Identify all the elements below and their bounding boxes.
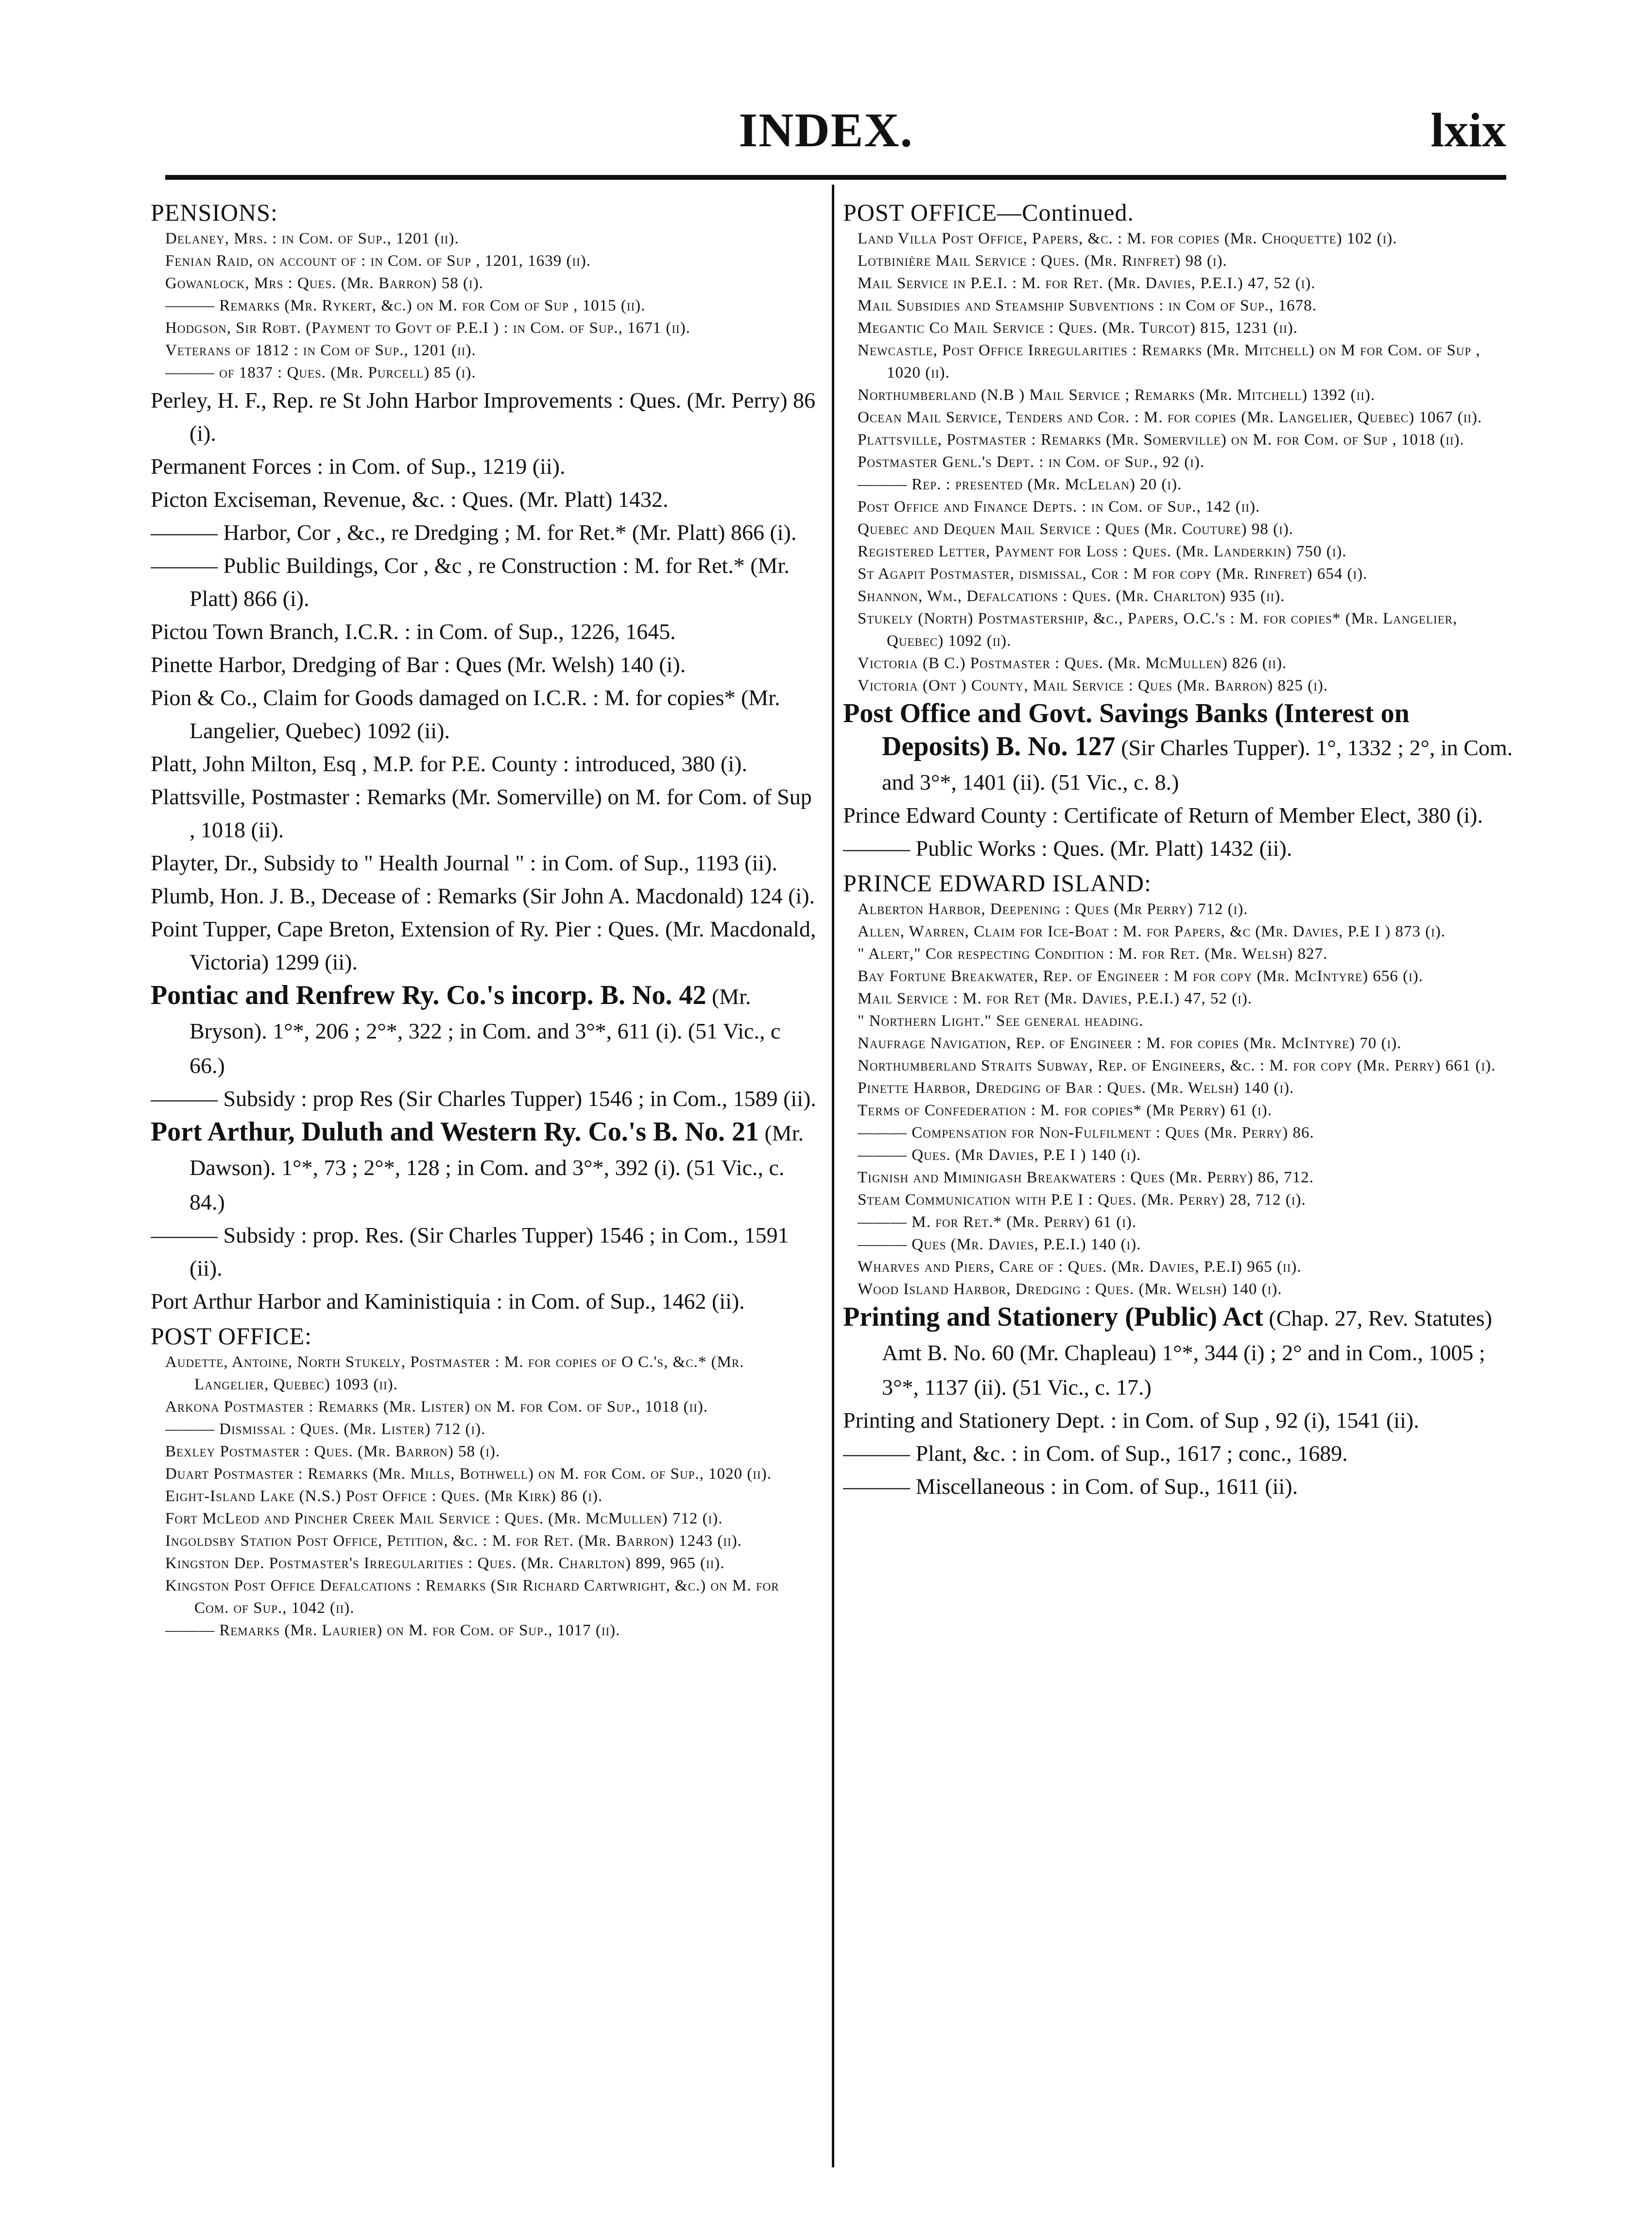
sub-entry: Land Villa Post Office, Papers, &c. : M. for copies (Mr. Choquette) 102 (i). <box>858 230 1397 247</box>
sub-entry: Audette, Antoine, North Stukely, Postmaster : M. for copies of O C.'s, &c.* (Mr. Langelier, Quebec) 1093 (ii). <box>165 1353 744 1393</box>
index-entry: ——— Miscellaneous : in Com. of Sup., 1611 (ii). <box>843 1474 1298 1499</box>
sub-entry: Kingston Post Office Defalcations : Remarks (Sir Richard Cartwright, &c.) on M. for Com. of Sup., 1042 (ii). <box>165 1577 779 1617</box>
bill-details: (Sir Charles Tupper). 1°, 1332 ; 2°, in Com. and 3°*, 1401 (ii). (51 Vic., c. 8.) <box>882 735 1513 795</box>
index-entry: Pinette Harbor, Dredging of Bar : Ques (Mr. Welsh) 140 (i). <box>151 652 686 677</box>
sub-entry: Bay Fortune Breakwater, Rep. of Engineer : M for copy (Mr. McIntyre) 656 (i). <box>858 968 1423 985</box>
index-entry: ——— Plant, &c. : in Com. of Sup., 1617 ; conc., 1689. <box>843 1441 1348 1466</box>
sub-entry: ——— Rep. : presented (Mr. McLelan) 20 (i). <box>858 476 1182 493</box>
page-title: INDEX. <box>739 103 913 157</box>
sub-entry: Veterans of 1812 : in Com of Sup., 1201 (ii). <box>165 342 476 359</box>
index-entry: Pion & Co., Claim for Goods damaged on I.C.R. : M. for copies* (Mr. Langelier, Quebec) 1092 (ii). <box>151 685 780 743</box>
sub-entry: Allen, Warren, Claim for Ice-Boat : M. for Papers, &c (Mr. Davies, P.E I ) 873 (i). <box>858 923 1446 940</box>
sub-entry: Mail Subsidies and Steamship Subventions : in Com of Sup., 1678. <box>858 297 1317 314</box>
sub-entry: ——— Remarks (Mr. Rykert, &c.) on M. for Com of Sup , 1015 (ii). <box>165 297 646 314</box>
header-rule <box>165 175 1506 180</box>
page-header <box>0 102 1652 160</box>
bill-title: Printing and Stationery (Public) Act <box>843 1302 1263 1332</box>
sub-entry: Postmaster Genl.'s Dept. : in Com. of Sup., 92 (i). <box>858 453 1205 471</box>
bill-entry <box>151 979 816 1082</box>
section-heading: PRINCE EDWARD ISLAND: <box>843 869 1152 897</box>
sub-entry: Quebec and Dequen Mail Service : Ques (Mr. Couture) 98 (i). <box>858 520 1294 538</box>
bill-entry <box>151 1115 816 1219</box>
sub-entry: Duart Postmaster : Remarks (Mr. Mills, Bothwell) on M. for Com. of Sup., 1020 (ii). <box>165 1465 772 1483</box>
sub-entry: Ocean Mail Service, Tenders and Cor. : M. for copies (Mr. Langelier, Quebec) 1067 (ii). <box>858 409 1482 426</box>
bill-details: (Mr. Bryson). 1°*, 206 ; 2°*, 322 ; in Com. and 3°*, 611 (i). (51 Vic., c 66.) <box>189 984 781 1078</box>
right-column <box>843 194 1514 2163</box>
index-entry: Picton Exciseman, Revenue, &c. : Ques. (Mr. Platt) 1432. <box>151 487 669 512</box>
sub-entry: Stukely (North) Postmastership, &c., Papers, O.C.'s : M. for copies* (Mr. Langelier, Quebec) 1092 (ii). <box>858 610 1458 650</box>
bill-title: Port Arthur, Duluth and Western Ry. Co.'s B. No. 21 <box>151 1117 759 1147</box>
sub-entry: " Northern Light." See general heading. <box>858 1012 1144 1030</box>
sub-entry: Northumberland Straits Subway, Rep. of Engineers, &c. : M. for copy (Mr. Perry) 661 (i). <box>858 1057 1496 1074</box>
index-entry: Port Arthur Harbor and Kaministiquia : in Com. of Sup., 1462 (ii). <box>151 1289 745 1314</box>
sub-entry: ——— Dismissal : Ques. (Mr. Lister) 712 (i). <box>165 1420 486 1438</box>
sub-entry: Registered Letter, Payment for Loss : Ques. (Mr. Landerkin) 750 (i). <box>858 543 1347 560</box>
sub-entry: Mail Service in P.E.I. : M. for Ret. (Mr. Davies, P.E.I.) 47, 52 (i). <box>858 275 1316 292</box>
index-entry: ——— Subsidy : prop. Res. (Sir Charles Tupper) 1546 ; in Com., 1591 (ii). <box>151 1223 789 1281</box>
sub-entry: Hodgson, Sir Robt. (Payment to Govt of P.E.I ) : in Com. of Sup., 1671 (ii). <box>165 319 690 337</box>
column-divider <box>832 185 834 2167</box>
sub-entry: Tignish and Miminigash Breakwaters : Ques (Mr. Perry) 86, 712. <box>858 1169 1314 1186</box>
index-entry: Prince Edward County : Certificate of Return of Member Elect, 380 (i). <box>843 803 1483 828</box>
left-column <box>151 194 816 2163</box>
index-entry: Platt, John Milton, Esq , M.P. for P.E. County : introduced, 380 (i). <box>151 751 747 776</box>
sub-entry: Steam Communication with P.E I : Ques. (Mr. Perry) 28, 712 (i). <box>858 1191 1306 1209</box>
index-entry: ——— Public Buildings, Cor , &c , re Construction : M. for Ret.* (Mr. Platt) 866 (i). <box>151 553 790 611</box>
index-entry: Plumb, Hon. J. B., Decease of : Remarks (Sir John A. Macdonald) 124 (i). <box>151 883 815 908</box>
page-number: lxix <box>1430 103 1506 157</box>
index-entry: ——— Public Works : Ques. (Mr. Platt) 1432 (ii). <box>843 836 1292 861</box>
sub-entry: Victoria (Ont ) County, Mail Service : Ques (Mr. Barron) 825 (i). <box>858 677 1328 694</box>
sub-entry: Naufrage Navigation, Rep. of Engineer : M. for copies (Mr. McIntyre) 70 (i). <box>858 1035 1402 1052</box>
sub-entry: Kingston Dep. Postmaster's Irregularities : Ques. (Mr. Charlton) 899, 965 (ii). <box>165 1555 725 1572</box>
index-entry: Pictou Town Branch, I.C.R. : in Com. of Sup., 1226, 1645. <box>151 619 676 644</box>
sub-entry: ——— Ques. (Mr Davies, P.E I ) 140 (i). <box>858 1146 1141 1164</box>
sub-entry: Fort McLeod and Pincher Creek Mail Service : Ques. (Mr. McMullen) 712 (i). <box>165 1510 723 1527</box>
sub-entry: Mail Service : M. for Ret (Mr. Davies, P.E.I.) 47, 52 (i). <box>858 990 1253 1007</box>
sub-entry: Plattsville, Postmaster : Remarks (Mr. Somerville) on M. for Com. of Sup , 1018 (ii). <box>858 431 1464 449</box>
sub-entry: Bexley Postmaster : Ques. (Mr. Barron) 58 (i). <box>165 1443 500 1460</box>
sub-entry: ——— of 1837 : Ques. (Mr. Purcell) 85 (i). <box>165 364 476 381</box>
sub-entry: Lotbinière Mail Service : Ques. (Mr. Rinfret) 98 (i). <box>858 252 1227 270</box>
section-heading: PENSIONS: <box>151 199 278 226</box>
bill-details: (Chap. 27, Rev. Statutes) Amt B. No. 60 (Mr. Chapleau) 1°*, 344 (i) ; 2° and in Com., 1005 ; 3°*, 1137 (ii). (51 Vic., c. 17.) <box>882 1306 1492 1400</box>
sub-entry: Newcastle, Post Office Irregularities : Remarks (Mr. Mitchell) on M for Com. of Sup , 1020 (ii). <box>858 342 1480 381</box>
sub-entry: Gowanlock, Mrs : Ques. (Mr. Barron) 58 (i). <box>165 275 483 292</box>
index-entry: Plattsville, Postmaster : Remarks (Mr. Somerville) on M. for Com. of Sup , 1018 (ii). <box>151 784 812 842</box>
sub-entry: ——— M. for Ret.* (Mr. Perry) 61 (i). <box>858 1213 1137 1231</box>
bill-entry <box>843 1300 1514 1404</box>
sub-entry: Eight-Island Lake (N.S.) Post Office : Ques. (Mr Kirk) 86 (i). <box>165 1488 603 1505</box>
bill-details: (Mr. Dawson). 1°*, 73 ; 2°*, 128 ; in Com. and 3°*, 392 (i). (51 Vic., c. 84.) <box>189 1121 804 1214</box>
index-entry: Point Tupper, Cape Breton, Extension of Ry. Pier : Ques. (Mr. Macdonald, Victoria) 1299 (ii). <box>151 917 816 974</box>
sub-entry: Wood Island Harbor, Dredging : Ques. (Mr. Welsh) 140 (i). <box>858 1281 1282 1298</box>
index-entry: Playter, Dr., Subsidy to " Health Journal " : in Com. of Sup., 1193 (ii). <box>151 850 777 875</box>
section-heading: POST OFFICE—Continued. <box>843 199 1134 226</box>
sub-entry: Terms of Confederation : M. for copies* (Mr Perry) 61 (i). <box>858 1102 1272 1119</box>
sub-entry: St Agapit Postmaster, dismissal, Cor : M for copy (Mr. Rinfret) 654 (i). <box>858 565 1368 583</box>
sub-entry: Shannon, Wm., Defalcations : Ques. (Mr. Charlton) 935 (ii). <box>858 588 1285 605</box>
sub-entry: Alberton Harbor, Deepening : Ques (Mr Perry) 712 (i). <box>858 900 1248 918</box>
index-entry: Printing and Stationery Dept. : in Com. of Sup , 92 (i), 1541 (ii). <box>843 1408 1419 1433</box>
section-heading: POST OFFICE: <box>151 1322 312 1350</box>
index-entry: Perley, H. F., Rep. re St John Harbor Improvements : Ques. (Mr. Perry) 86 (i). <box>151 388 816 446</box>
bill-title: Pontiac and Renfrew Ry. Co.'s incorp. B. No. 42 <box>151 980 706 1010</box>
sub-entry: Wharves and Piers, Care of : Ques. (Mr. Davies, P.E.I) 965 (ii). <box>858 1258 1302 1276</box>
sub-entry: Fenian Raid, on account of : in Com. of Sup , 1201, 1639 (ii). <box>165 252 591 270</box>
sub-entry: Victoria (B C.) Postmaster : Ques. (Mr. McMullen) 826 (ii). <box>858 655 1287 672</box>
sub-entry: Arkona Postmaster : Remarks (Mr. Lister) on M. for Com. of Sup., 1018 (ii). <box>165 1398 708 1416</box>
sub-entry: Delaney, Mrs. : in Com. of Sup., 1201 (ii). <box>165 230 459 247</box>
sub-entry: Pinette Harbor, Dredging of Bar : Ques. (Mr. Welsh) 140 (i). <box>858 1079 1294 1097</box>
sub-entry: ——— Ques (Mr. Davies, P.E.I.) 140 (i). <box>858 1236 1141 1253</box>
index-entry: ——— Harbor, Cor , &c., re Dredging ; M. for Ret.* (Mr. Platt) 866 (i). <box>151 520 797 545</box>
sub-entry: " Alert," Cor respecting Condition : M. for Ret. (Mr. Welsh) 827. <box>858 945 1328 963</box>
sub-entry: Post Office and Finance Depts. : in Com. of Sup., 142 (ii). <box>858 498 1260 516</box>
index-entry: Permanent Forces : in Com. of Sup., 1219 (ii). <box>151 454 566 479</box>
sub-entry: Ingoldsby Station Post Office, Petition, &c. : M. for Ret. (Mr. Barron) 1243 (ii). <box>165 1532 742 1550</box>
index-entry: ——— Subsidy : prop Res (Sir Charles Tupper) 1546 ; in Com., 1589 (ii). <box>151 1086 816 1111</box>
sub-entry: Megantic Co Mail Service : Ques. (Mr. Turcot) 815, 1231 (ii). <box>858 319 1298 337</box>
sub-entry: Northumberland (N.B ) Mail Service ; Remarks (Mr. Mitchell) 1392 (ii). <box>858 386 1376 404</box>
sub-entry: ——— Compensation for Non-Fulfilment : Ques (Mr. Perry) 86. <box>858 1124 1314 1142</box>
sub-entry: ——— Remarks (Mr. Laurier) on M. for Com. of Sup., 1017 (ii). <box>165 1622 620 1639</box>
bill-entry <box>843 697 1514 799</box>
bill-title: Post Office and Govt. Savings Banks (Interest on Deposits) B. No. 127 <box>843 698 1410 761</box>
